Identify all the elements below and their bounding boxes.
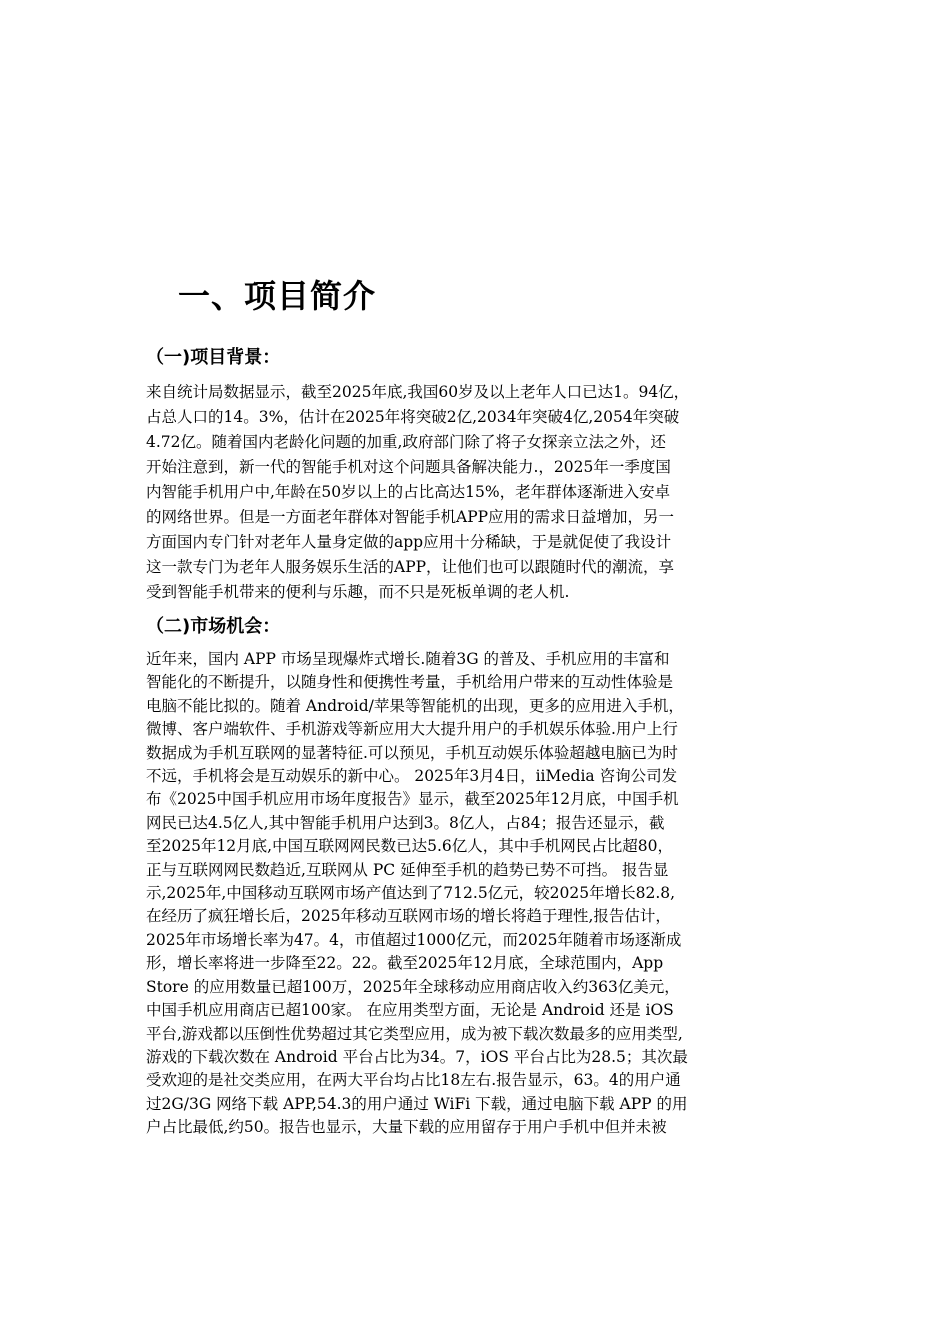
section-heading: 一、项目简介 [178, 277, 377, 315]
text-line: 受到智能手机带来的便利与乐趣，而不只是死板单调的老人机. [146, 583, 570, 601]
text-line: 示,2025年,中国移动互联网市场产值达到了712.5亿元，较2025年增长82.8, [146, 884, 676, 903]
text-line: 方面国内专门针对老年人量身定做的app应用十分稀缺，于是就促使了我设计 [146, 533, 672, 551]
text-line: 这一款专门为老年人服务娱乐生活的APP，让他们也可以跟随时代的潮流，享 [146, 558, 675, 576]
text-line: 近年来，国内 APP 市场呈现爆炸式增长.随着3G 的普及、手机应用的丰富和 [146, 650, 670, 668]
text-line: 游戏的下载次数在 Android 平台占比为34。7，iOS 平台占比为28.5；其次最 [146, 1047, 688, 1066]
text-line: 的网络世界。但是一方面老年群体对智能手机APP应用的需求日益增加，另一 [146, 508, 675, 526]
text-line: 不远，手机将会是互动娱乐的新中心。 2025年3月4日，iiMedia 咨询公司发 [146, 767, 678, 786]
text-line: 开始注意到，新一代的智能手机对这个问题具备解决能力.，2025年一季度国 [146, 458, 671, 476]
text-line: 正与互联网网民数趋近,互联网从 PC 延伸至手机的趋势已势不可挡。 报告显 [146, 860, 669, 879]
text-line: 户占比最低,约50。报告也显示，大量下载的应用留存于用户手机中但并未被 [146, 1118, 667, 1137]
text-line: 数据成为手机互联网的显著特征.可以预见，手机互动娱乐体验超越电脑已为时 [146, 743, 678, 762]
subsection-title-market: （二)市场机会： [146, 616, 281, 637]
subsection-title-background: （一)项目背景： [146, 347, 281, 368]
text-line: 电脑不能比拟的。随着 Android/苹果等智能机的出现，更多的应用进入手机， [146, 696, 684, 715]
text-line: 平台,游戏都以压倒性优势超过其它类型应用，成为被下载次数最多的应用类型, [146, 1024, 683, 1043]
text-line: Store 的应用数量已超100万，2025年全球移动应用商店收入约363亿美元， [146, 977, 680, 996]
paragraph-background [146, 380, 826, 605]
paragraph-market [146, 648, 826, 1140]
text-line: 智能化的不断提升，以随身性和便携性考量，手机给用户带来的互动性体验是 [146, 673, 674, 692]
text-line: 过2G/3G 网络下载 APP,54.3的用户通过 WiFi 下载，通过电脑下载 APP 的用 [146, 1094, 688, 1113]
text-line: 占总人口的14。3%，估计在2025年将突破2亿,2034年突破4亿,2054年突破 [146, 408, 680, 426]
text-line: 布《2025中国手机应用市场年度报告》显示，截至2025年12月底，中国手机 [146, 790, 679, 809]
text-line: 微博、客户端软件、手机游戏等新应用大大提升用户的手机娱乐体验.用户上行 [146, 720, 678, 739]
text-line: 网民已达4.5亿人,其中智能手机用户达到3。8亿人，占84；报告还显示，截 [146, 813, 665, 832]
text-line: 内智能手机用户中,年龄在50岁以上的占比高达15%，老年群体逐渐进入安卓 [146, 483, 671, 501]
text-line: 在经历了疯狂增长后，2025年移动互联网市场的增长将趋于理性,报告估计， [146, 907, 671, 926]
text-line: 中国手机应用商店已超100家。 在应用类型方面，无论是 Android 还是 iOS [146, 1001, 674, 1020]
text-line: 至2025年12月底,中国互联网网民数已达5.6亿人，其中手机网民占比超80， [146, 837, 673, 856]
text-line: 来自统计局数据显示，截至2025年底,我国60岁及以上老年人口已达1。94亿， [146, 383, 690, 401]
text-line: 2025年市场增长率为47。4，市值超过1000亿元，而2025年随着市场逐渐成 [146, 930, 682, 949]
text-line: 4.72亿。随着国内老龄化问题的加重,政府部门除了将子女探亲立法之外，还 [146, 433, 666, 451]
text-line: 受欢迎的是社交类应用，在两大平台均占比18左右.报告显示，63。4的用户通 [146, 1071, 681, 1090]
text-line: 形，增长率将进一步降至22。22。截至2025年12月底，全球范围内，App [146, 954, 664, 973]
